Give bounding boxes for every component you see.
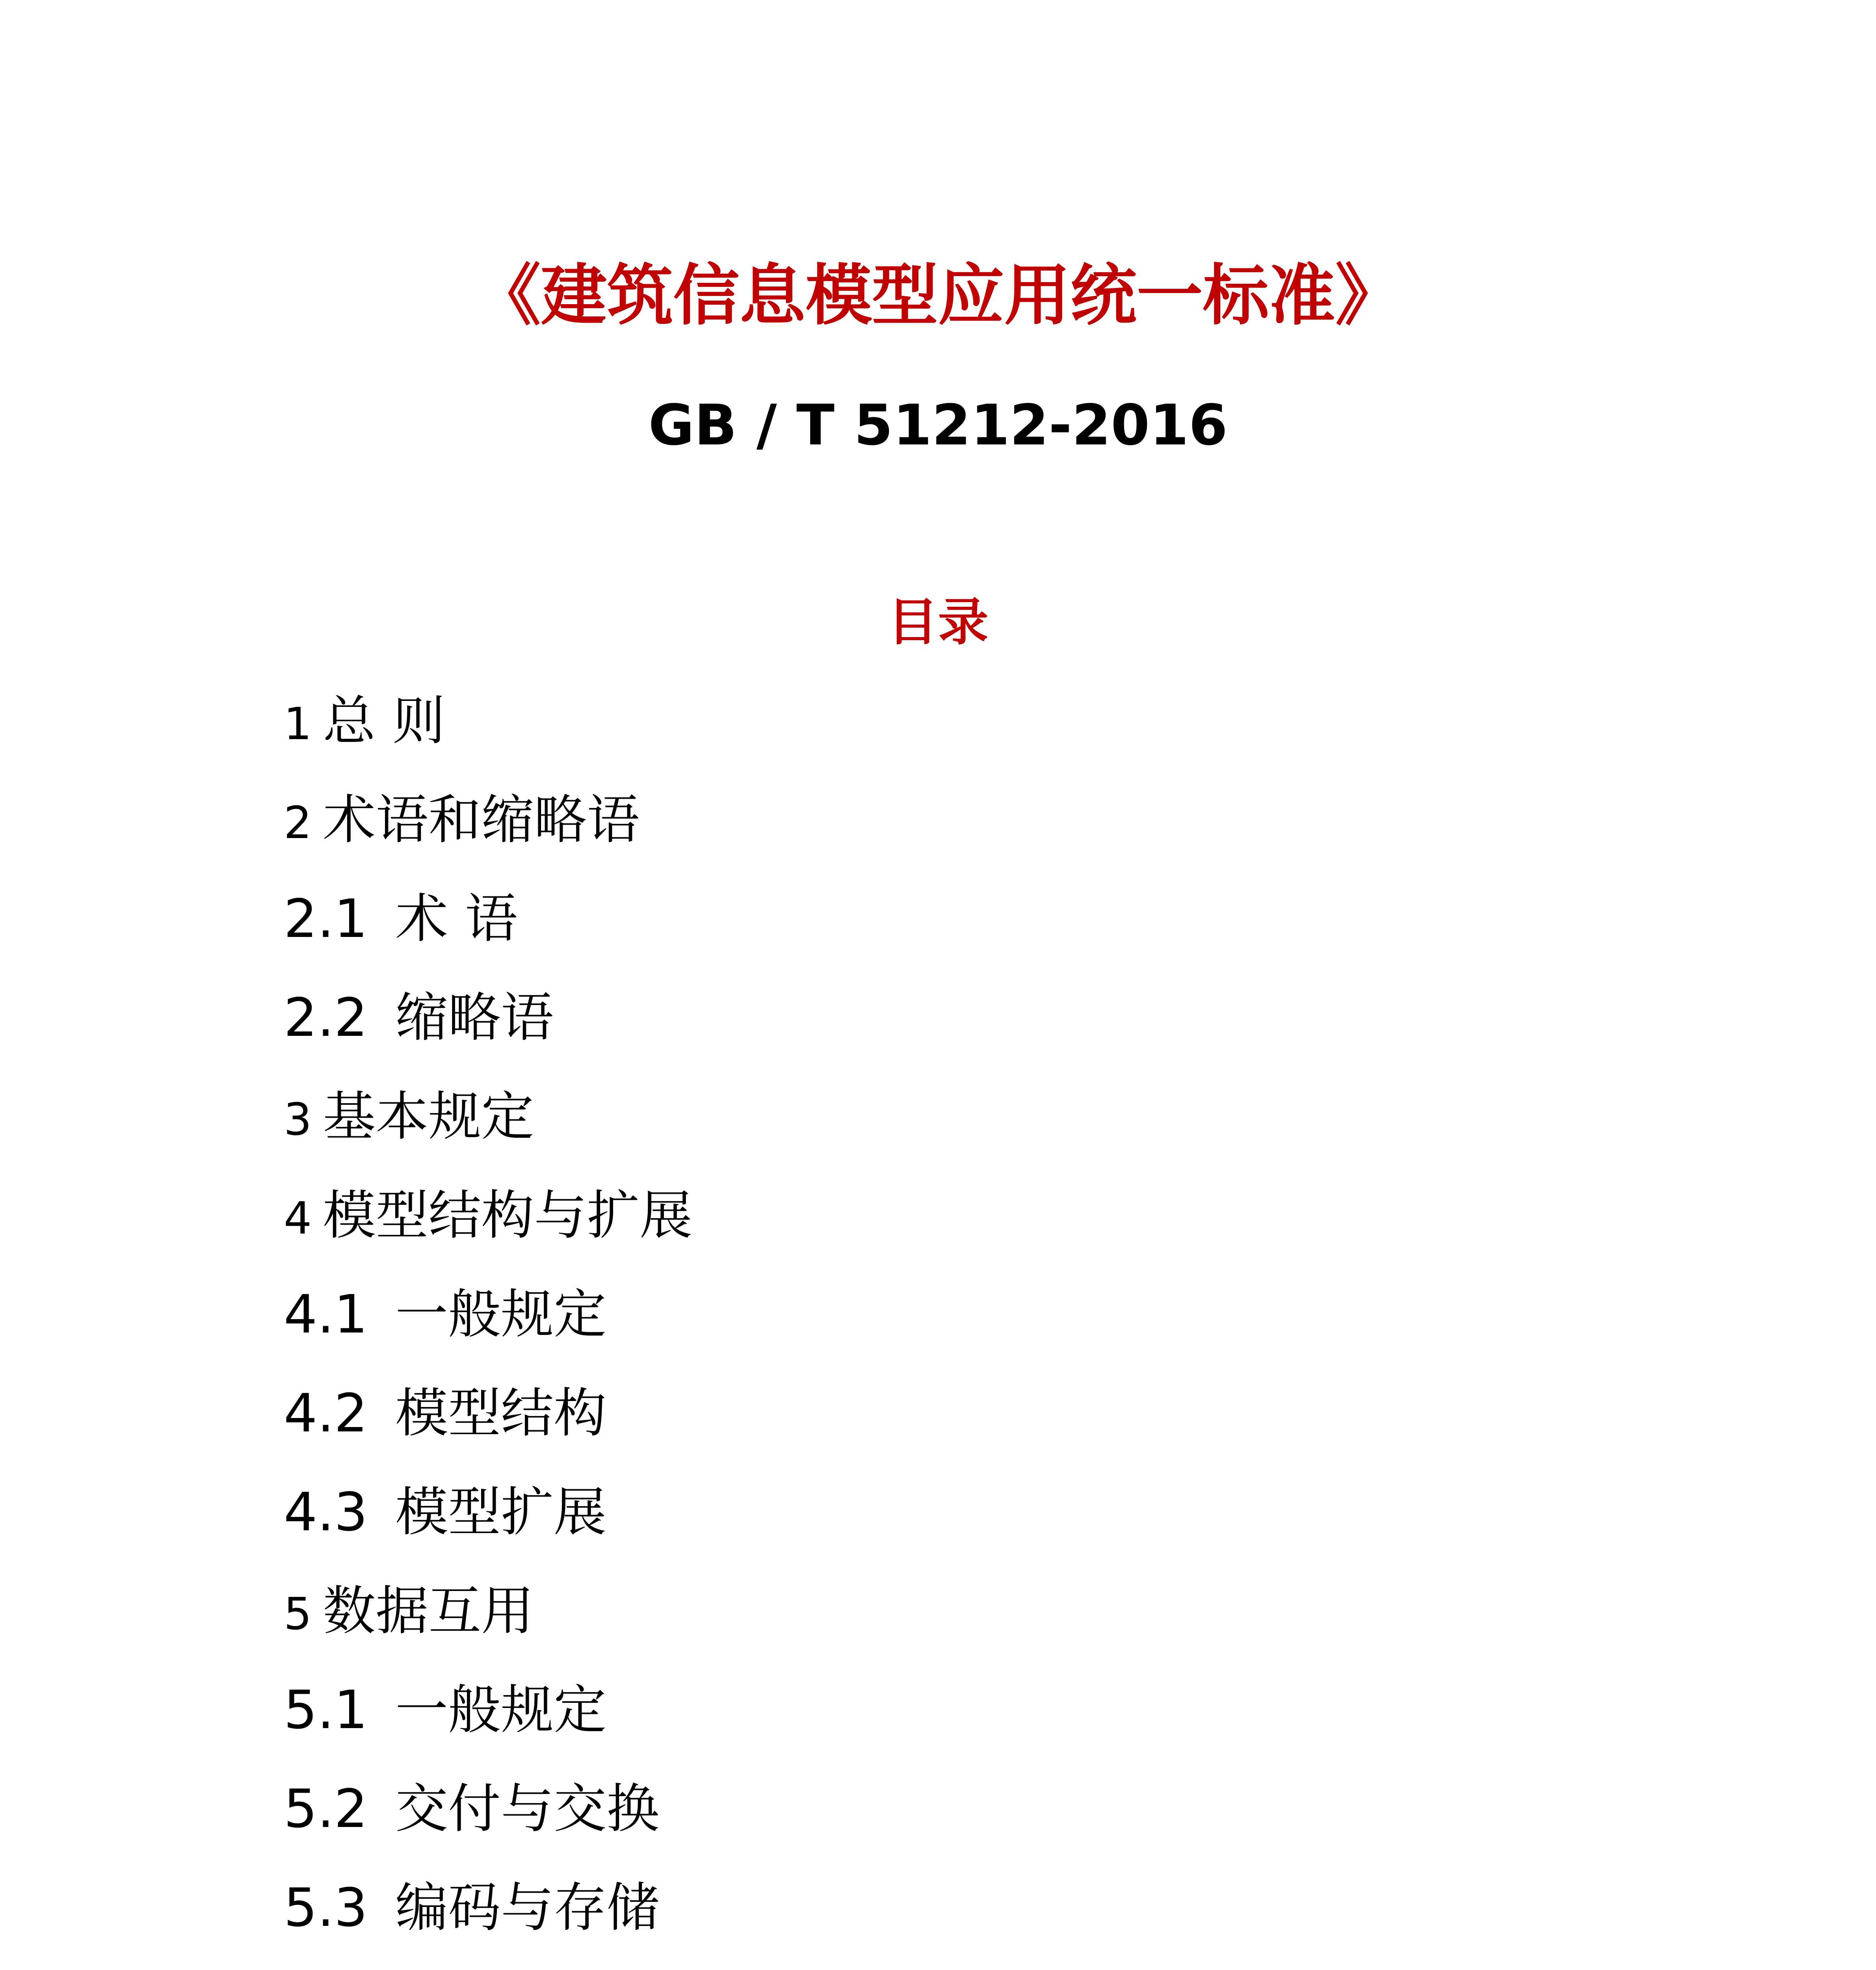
document-title: 《建筑信息模型应用统一标准》 bbox=[474, 257, 1402, 334]
toc-entry-title: 一般规定 bbox=[395, 1284, 607, 1345]
toc-entry[interactable] bbox=[284, 686, 1702, 784]
toc-entry[interactable] bbox=[284, 1477, 1702, 1576]
toc-entry-title: 缩略语 bbox=[395, 987, 554, 1048]
toc-entry[interactable] bbox=[284, 1279, 1702, 1378]
standard-code: GB / T 51212-2016 bbox=[648, 393, 1228, 458]
toc-entry-number: 4.1 bbox=[284, 1284, 368, 1345]
toc-entry-number: 4.2 bbox=[284, 1383, 368, 1444]
toc-entry[interactable] bbox=[284, 883, 1702, 982]
toc-entry-number: 2.2 bbox=[284, 987, 368, 1048]
toc-entry[interactable] bbox=[284, 1180, 1702, 1279]
toc-entry-title: 数据互用 bbox=[323, 1580, 534, 1642]
toc-entry-number: 1 bbox=[284, 699, 312, 750]
toc-entry[interactable] bbox=[284, 1378, 1702, 1477]
toc-entry-number: 5.3 bbox=[284, 1877, 368, 1938]
toc-entry[interactable] bbox=[284, 982, 1702, 1081]
toc-entry-title: 模型结构 bbox=[395, 1383, 607, 1444]
toc-entry-number: 3 bbox=[284, 1094, 312, 1145]
toc-entry-title: 一般规定 bbox=[395, 1679, 607, 1741]
toc-entry-title: 总 则 bbox=[323, 690, 445, 752]
toc-entry-number: 5.1 bbox=[284, 1679, 368, 1741]
toc-entry-title: 交付与交换 bbox=[395, 1778, 660, 1840]
toc-entry-number: 5.2 bbox=[284, 1778, 368, 1840]
toc-entry-title: 术语和缩略语 bbox=[323, 789, 640, 851]
toc-entry[interactable] bbox=[284, 1773, 1702, 1872]
toc-entry-title: 术 语 bbox=[395, 888, 518, 950]
toc-entry-number: 5 bbox=[284, 1589, 312, 1640]
toc-entry[interactable] bbox=[284, 1674, 1702, 1773]
toc-entry-title: 编码与存储 bbox=[395, 1877, 660, 1938]
toc-heading: 目录 bbox=[887, 593, 989, 652]
toc-entry[interactable] bbox=[284, 1081, 1702, 1180]
toc-entry[interactable] bbox=[284, 1872, 1702, 1970]
toc-entry-number: 2.1 bbox=[284, 888, 368, 950]
toc-entry-number: 2 bbox=[284, 797, 312, 849]
toc-entry-number: 4.3 bbox=[284, 1481, 368, 1543]
toc-entry[interactable] bbox=[284, 784, 1702, 883]
table-of-contents bbox=[284, 686, 1702, 1970]
toc-entry-title: 模型结构与扩展 bbox=[323, 1185, 693, 1246]
toc-entry-title: 基本规定 bbox=[323, 1086, 534, 1147]
toc-entry[interactable] bbox=[284, 1576, 1702, 1674]
toc-entry-number: 4 bbox=[284, 1193, 312, 1244]
toc-entry-title: 模型扩展 bbox=[395, 1481, 607, 1543]
